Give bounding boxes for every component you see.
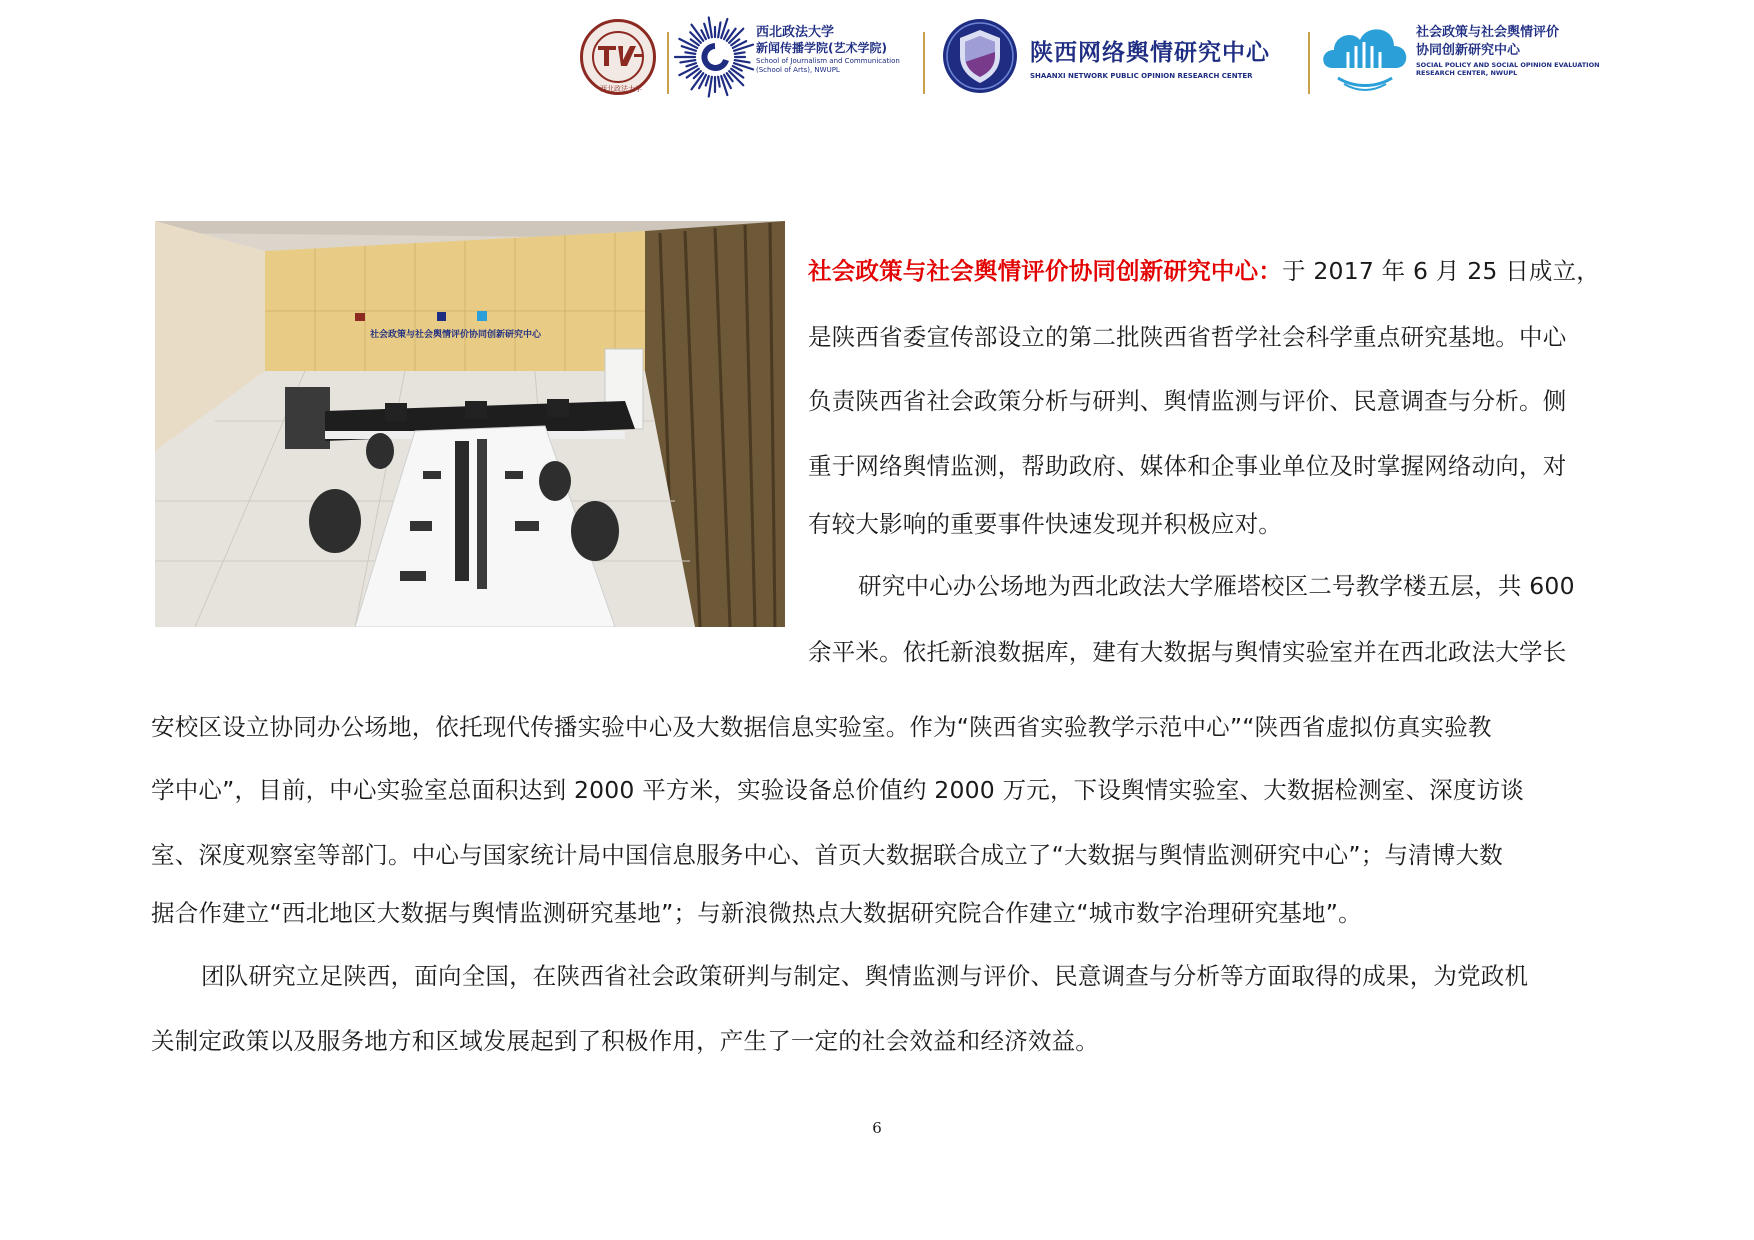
page-number: 6 (872, 1119, 882, 1137)
paragraph-line: 室、深度观察室等部门。中心与国家统计局中国信息服务中心、首页大数据联合成立了“大数据与舆情监测研究中心”；与清博大数 (151, 841, 1503, 869)
paragraph-line (808, 252, 1608, 286)
policy-center-chinese-name (1416, 24, 1616, 59)
journalism-school-title: 新闻传播学院(艺术学院) (756, 40, 887, 55)
opinion-center-globe-shield-icon (940, 16, 1020, 96)
paragraph-line: 有较大影响的重要事件快速发现并积极应对。 (808, 510, 1282, 538)
wall-sign-text: 社会政策与社会舆情评价协同创新研究中心 (370, 330, 542, 340)
sign-logo-mark (437, 312, 446, 321)
seal-caption: 西北政法大学 (600, 85, 642, 93)
center-name-highlight: 社会政策与社会舆情评价协同创新研究中心 (808, 257, 1259, 285)
paragraph-line: 安校区设立协同办公场地，依托现代传播实验中心及大数据信息实验室。作为“陕西省实验教学示范中心”“陕西省虚拟仿真实验教 (151, 713, 1492, 741)
paragraph-line: 关制定政策以及服务地方和区域发展起到了积极作用，产生了一定的社会效益和经济效益。 (151, 1027, 1099, 1055)
policy-center-chinese-line2: 协同创新研究中心 (1416, 42, 1521, 58)
header-logo-strip (578, 14, 1618, 114)
journalism-school-english (756, 57, 926, 74)
paragraph-line: 是陕西省委宣传部设立的第二批陕西省哲学社会科学重点研究基地。中心 (808, 323, 1567, 351)
paragraph-line: 重于网络舆情监测，帮助政府、媒体和企事业单位及时掌握网络动向，对 (808, 452, 1567, 480)
logo-divider (1308, 32, 1310, 94)
policy-center-chinese-line1: 社会政策与社会舆情评价 (1416, 25, 1560, 40)
lab-room-photo (155, 221, 785, 627)
policy-center-english-name (1416, 61, 1616, 77)
sign-logo-mark (355, 313, 365, 321)
logo-divider (667, 32, 669, 94)
journalism-school-name (756, 26, 926, 74)
journalism-school-english-line2: (School of Arts), NWUPL (756, 65, 840, 74)
university-seal-logo (580, 19, 656, 95)
sign-logo-mark (477, 311, 487, 321)
opinion-center-english-name: SHAANXI NETWORK PUBLIC OPINION RESEARCH CENTER (1030, 72, 1253, 80)
logo-divider (923, 32, 925, 94)
paragraph-line: 负责陕西省社会政策分析与研判、舆情监测与评价、民意调查与分析。侧 (808, 387, 1567, 415)
paragraph-line: 团队研究立足陕西，面向全国，在陕西省社会政策研判与制定、舆情监测与评价、民意调查与分析等方面取得的成果，为党政机 (201, 962, 1529, 990)
policy-center-english-line2: RESEARCH CENTER, NWUPL (1416, 69, 1518, 78)
lab-room-illustration (155, 221, 785, 627)
seal-emblem-icon (594, 40, 644, 68)
opinion-center-chinese-name: 陕西网络舆情研究中心 (1030, 40, 1270, 66)
policy-center-name (1416, 24, 1616, 77)
policy-center-english-line1: SOCIAL POLICY AND SOCIAL OPINION EVALUATION (1416, 61, 1600, 70)
journalism-school-english-line1: School of Journalism and Communication (756, 57, 900, 66)
journalism-school-sunburst-icon (674, 16, 756, 98)
paragraph-line: 研究中心办公场地为西北政法大学雁塔校区二号教学楼五层，共 600 (858, 572, 1575, 600)
paragraph-line: 据合作建立“西北地区大数据与舆情监测研究基地”；与新浪微热点大数据研究院合作建立“城市数字治理研究基地”。 (151, 899, 1362, 927)
opinion-center-name (1030, 34, 1300, 80)
policy-center-cloud-icon (1318, 16, 1413, 96)
founding-date-text: 于 2017 年 6 月 25 日成立， (1282, 257, 1600, 285)
journalism-school-university: 西北政法大学 (756, 25, 835, 40)
center-name-colon: ： (1258, 257, 1283, 285)
paragraph-line: 余平米。依托新浪数据库，建有大数据与舆情实验室并在西北政法大学长 (808, 638, 1567, 666)
paragraph-line: 学中心”，目前，中心实验室总面积达到 2000 平方米，实验设备总价值约 2000 万元，下设舆情实验室、大数据检测室、深度访谈 (151, 776, 1524, 804)
